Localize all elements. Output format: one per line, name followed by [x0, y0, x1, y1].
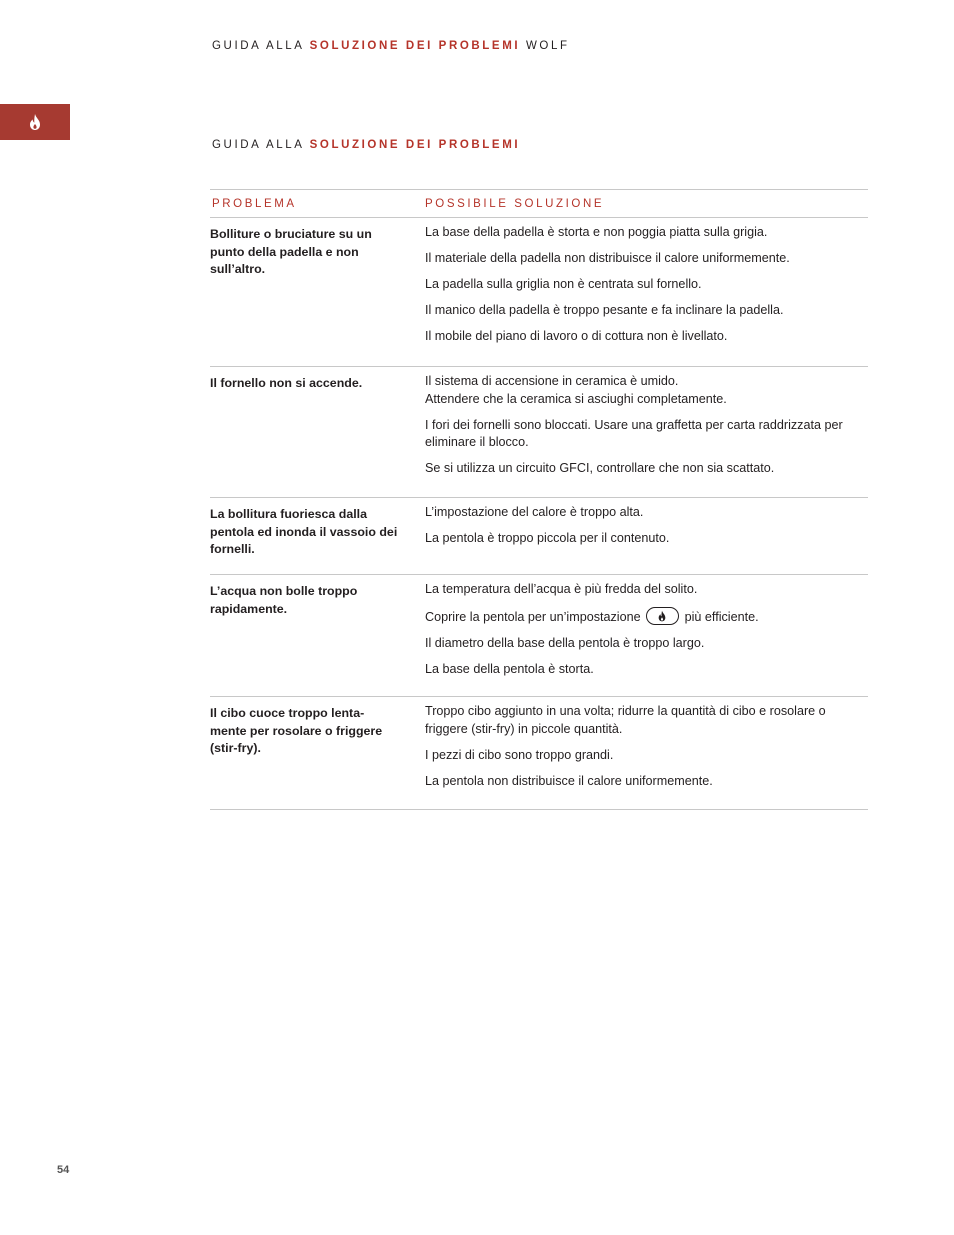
- solution-item: La base della padella è storta e non poggia piatta sulla grigia.: [425, 225, 768, 239]
- column-header-problem: PROBLEMA: [212, 198, 297, 210]
- running-header: [212, 40, 570, 52]
- table-header: [210, 189, 868, 218]
- section-title-highlight: SOLUZIONE DEI PROBLEMI: [309, 139, 521, 151]
- header-text-2: WOLF: [520, 40, 570, 52]
- solution-item: La base della pentola è storta.: [425, 662, 594, 676]
- table-row: [210, 498, 868, 575]
- solution-item: Il diametro della base della pentola è troppo largo.: [425, 636, 705, 650]
- table-row: [210, 697, 868, 810]
- solution-text-part: più efficiente.: [684, 610, 759, 624]
- section-tab: [0, 104, 70, 140]
- solution-item: Il materiale della padella non distribuisce il calore uniformemente.: [425, 251, 790, 265]
- section-title-text: GUIDA ALLA: [212, 139, 310, 151]
- problem-text: L’acqua non bolle troppo rapidamente.: [210, 584, 358, 616]
- solution-item: [425, 607, 868, 627]
- section-title: [212, 139, 520, 151]
- solution-item: Il manico della padella è troppo pesante e fa inclinare la padella.: [425, 303, 784, 317]
- header-text-1: GUIDA ALLA: [212, 40, 310, 52]
- solution-list: [425, 367, 868, 478]
- solution-item: La pentola non distribuisce il calore uniformemente.: [425, 773, 713, 788]
- solution-list: [425, 575, 868, 679]
- solution-item: Troppo cibo aggiunto in una volta; ridurre la quantità di cibo e rosolare o friggere (stir-fry) in piccole quantità.: [425, 704, 826, 736]
- solution-item: La padella sulla griglia non è centrata sul fornello.: [425, 277, 702, 291]
- troubleshooting-table: [210, 189, 868, 810]
- solution-item: Attendere che la ceramica si asciughi completamente.: [425, 391, 727, 406]
- solution-item: Il mobile del piano di lavoro o di cottura non è livellato.: [425, 329, 728, 343]
- problem-text: La bollitura fuoriesca dalla pentola ed inonda il vassoio dei fornelli.: [210, 507, 398, 556]
- solution-item: Il sistema di accensione in ceramica è umido.: [425, 374, 679, 388]
- solution-item: L’impostazione del calore è troppo alta.: [425, 505, 644, 519]
- flame-icon: [28, 113, 42, 131]
- solution-list: [425, 218, 868, 346]
- solution-item: I pezzi di cibo sono troppo grandi.: [425, 747, 614, 762]
- table-row: [210, 367, 868, 498]
- problem-text: Il cibo cuoce troppo lenta-mente per rosolare o friggere (stir-fry).: [210, 706, 383, 755]
- page-number: 54: [57, 1164, 70, 1176]
- header-highlight: SOLUZIONE DEI PROBLEMI: [309, 40, 521, 52]
- solution-item: La temperatura dell’acqua è più fredda del solito.: [425, 582, 698, 596]
- solution-text-part: Coprire la pentola per un’impostazione: [425, 610, 641, 624]
- solution-item: I fori dei fornelli sono bloccati. Usare una graffetta per carta raddrizzata per eliminare il blocco.: [425, 417, 843, 449]
- solution-list: [425, 498, 868, 548]
- problem-text: Bolliture o bruciature su un punto della padella e non sull’altro.: [210, 227, 372, 276]
- table-row: [210, 575, 868, 697]
- column-header-solution: POSSIBILE SOLUZIONE: [425, 198, 605, 210]
- problem-text: Il fornello non si accende.: [210, 376, 363, 390]
- table-row: [210, 218, 868, 367]
- solution-item: Se si utilizza un circuito GFCI, controllare che non sia scattato.: [425, 461, 775, 475]
- solution-list: [425, 697, 868, 790]
- solution-item: La pentola è troppo piccola per il contenuto.: [425, 531, 670, 545]
- flame-setting-icon: [646, 607, 679, 625]
